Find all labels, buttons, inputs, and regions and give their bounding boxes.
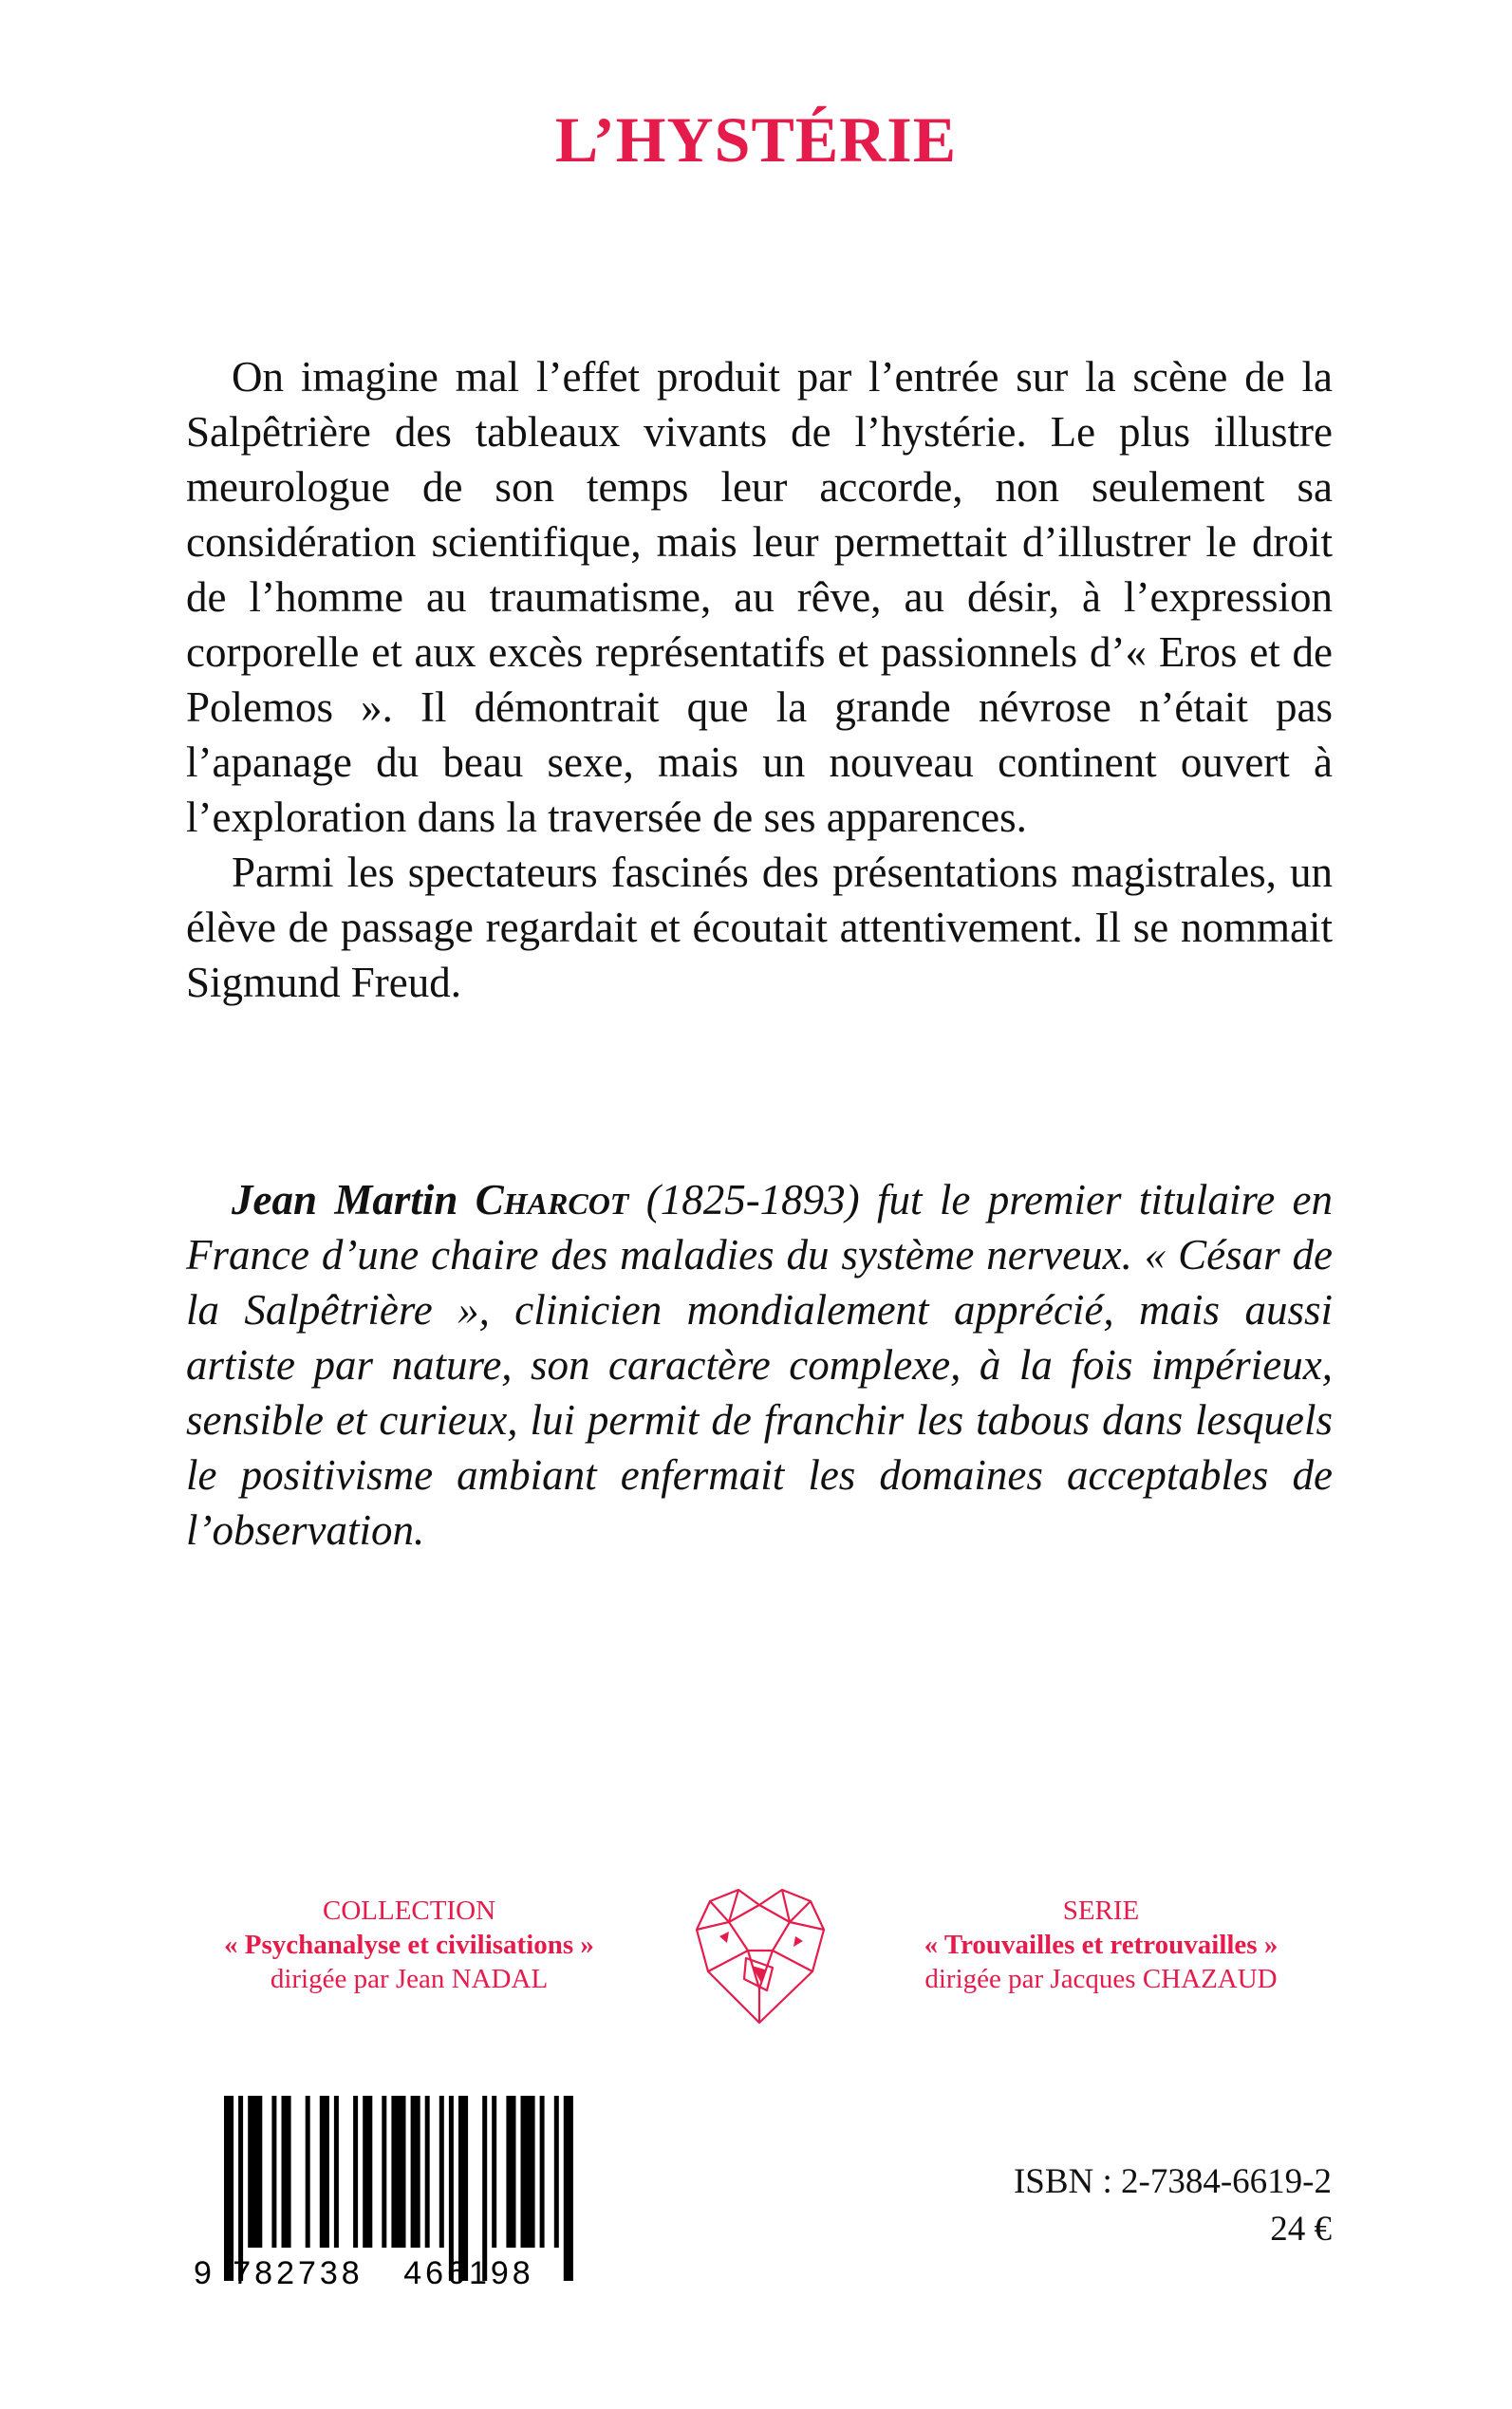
isbn: ISBN : 2-7384-6619-2 (1013, 2162, 1332, 2201)
barcode-bar (363, 2096, 372, 2248)
barcode-bar (238, 2096, 243, 2281)
summary-paragraph-2: Parmi les spectateurs fascinés des présentations magistrales, un élève de passage regardait et écoutait attentivement. Il se nommait Sigmund Freud. (186, 849, 1333, 1006)
summary-paragraph-1: On imagine mal l’effet produit par l’entrée sur la scène de la Salpêtrière des tableaux vivants de l’hystérie. Le plus illustre meurologue de son temps leur accorde, non seulement sa considération scientifique, mais leur permettait d’illustrer le droit de l’homme au traumatisme, au rêve, au désir, à l’expression corporelle et aux excès représentatifs et passionnels d’« Eros et de Polemos ». Il démontrait que la grande névrose n’était pas l’apanage du beau sexe, mais un nouveau continent ouvert à l’exploration dans la traversée de ses apparences. (186, 353, 1333, 841)
barcode-bar (521, 2096, 535, 2248)
collection-director: dirigée par Jean NADAL (270, 1964, 549, 1994)
barcode-bar (306, 2096, 310, 2248)
barcode-bar (248, 2096, 262, 2248)
barcode-bar (391, 2096, 405, 2248)
barcode-bar (334, 2096, 339, 2248)
series-info (873, 1894, 1329, 1996)
series-name: « Trouvailles et retrouvailles » (924, 1930, 1279, 1960)
author-bio-text: (1825-1893) fut le premier titulaire en France d’une chaire des maladies du système nerveux. « César de la Salpêtrière », clinicien mondialement apprécié, mais aussi artiste par nature, son caractère complexe, à la fois impérieux, sensible et curieux, lui permit de franchir les tabous dans lesquels le positivisme ambiant enfermait les domaines acceptables de l’observation. (186, 1176, 1333, 1554)
barcode-bar (564, 2096, 573, 2281)
collection-name: « Psychanalyse et civilisations » (224, 1930, 594, 1960)
barcode-bar (425, 2096, 430, 2248)
collection-info (186, 1894, 632, 1996)
barcode-bar (506, 2096, 515, 2248)
barcode-bar (449, 2096, 454, 2281)
heart-shaped-crystal-logo-icon (691, 1884, 829, 2026)
barcode-bar (282, 2096, 291, 2248)
barcode-digits-right: 466198 (403, 2255, 534, 2290)
author-bio (186, 1172, 1333, 1558)
barcode-bar (540, 2096, 545, 2248)
series-director: dirigée par Jacques CHAZAUD (924, 1964, 1278, 1994)
summary (186, 349, 1333, 1010)
barcode-bar (271, 2096, 276, 2248)
barcode-bar (482, 2096, 487, 2281)
barcode-bar (353, 2096, 358, 2248)
author-first-names: Jean Martin (232, 1176, 458, 1223)
barcode-digits-left: 782738 (233, 2255, 364, 2290)
series-label: SERIE (1062, 1895, 1140, 1926)
barcode-bar (554, 2096, 559, 2248)
barcode-bar (320, 2096, 329, 2248)
isbn-block (1014, 2158, 1332, 2253)
price: 24 € (1270, 2210, 1332, 2249)
book-title: L’HYSTÉRIE (554, 103, 958, 176)
author-bio-paragraph (186, 1172, 1333, 1558)
barcode-bar (224, 2096, 233, 2281)
barcode-bar (458, 2096, 468, 2281)
author-name (232, 1176, 628, 1223)
barcode-bar (492, 2096, 496, 2248)
barcode-first-digit: 9 (194, 2255, 212, 2290)
barcode-bar (439, 2096, 444, 2248)
barcode-bar (382, 2096, 386, 2248)
barcode-bar (411, 2096, 420, 2248)
barcode (186, 2096, 594, 2290)
author-surname: Charcot (475, 1176, 629, 1223)
collection-label: COLLECTION (322, 1895, 496, 1926)
